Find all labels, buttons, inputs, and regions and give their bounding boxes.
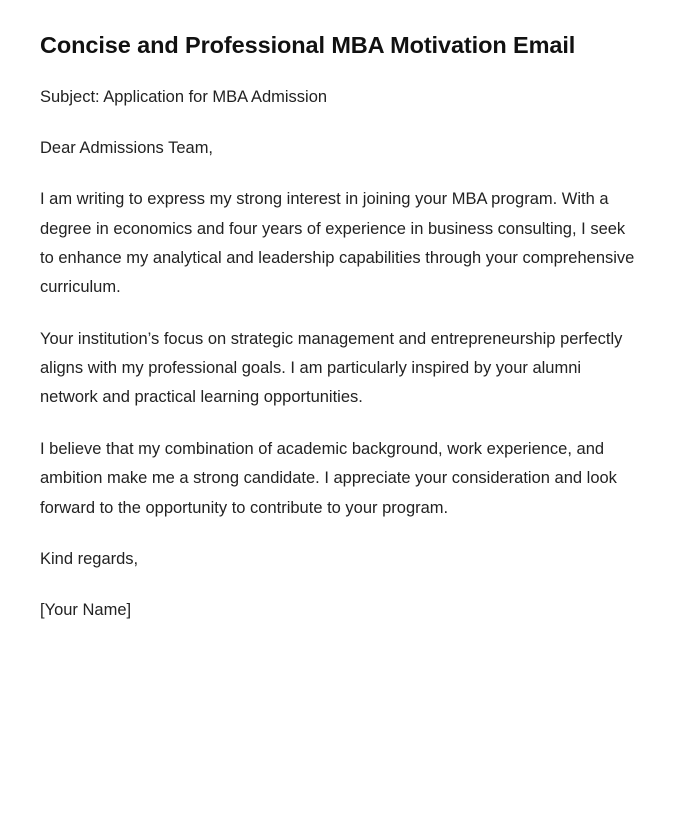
email-body-paragraph-3: I believe that my combination of academic background, work experience, and ambition make me a strong candidate. I appreciate your consideration and look forward to the opportunity to contribute to your program.	[40, 439, 617, 517]
email-body-paragraph-1: I am writing to express my strong interest in joining your MBA program. With a degree in economics and four years of experience in business consulting, I seek to enhance my analytical and leadership capabilities through your comprehensive curriculum.	[40, 190, 635, 297]
email-salutation: Dear Admissions Team,	[40, 138, 214, 157]
page-title: Concise and Professional MBA Motivation Email	[40, 32, 576, 58]
email-closing: Kind regards,	[40, 549, 139, 568]
email-body-paragraph-2: Your institution’s focus on strategic management and entrepreneurship perfectly aligns with my professional goals. I am particularly inspired by your alumni network and practical learning opportunities.	[40, 329, 623, 407]
email-signature-placeholder: [Your Name]	[40, 601, 132, 620]
email-subject-line: Subject: Application for MBA Admission	[40, 87, 328, 106]
